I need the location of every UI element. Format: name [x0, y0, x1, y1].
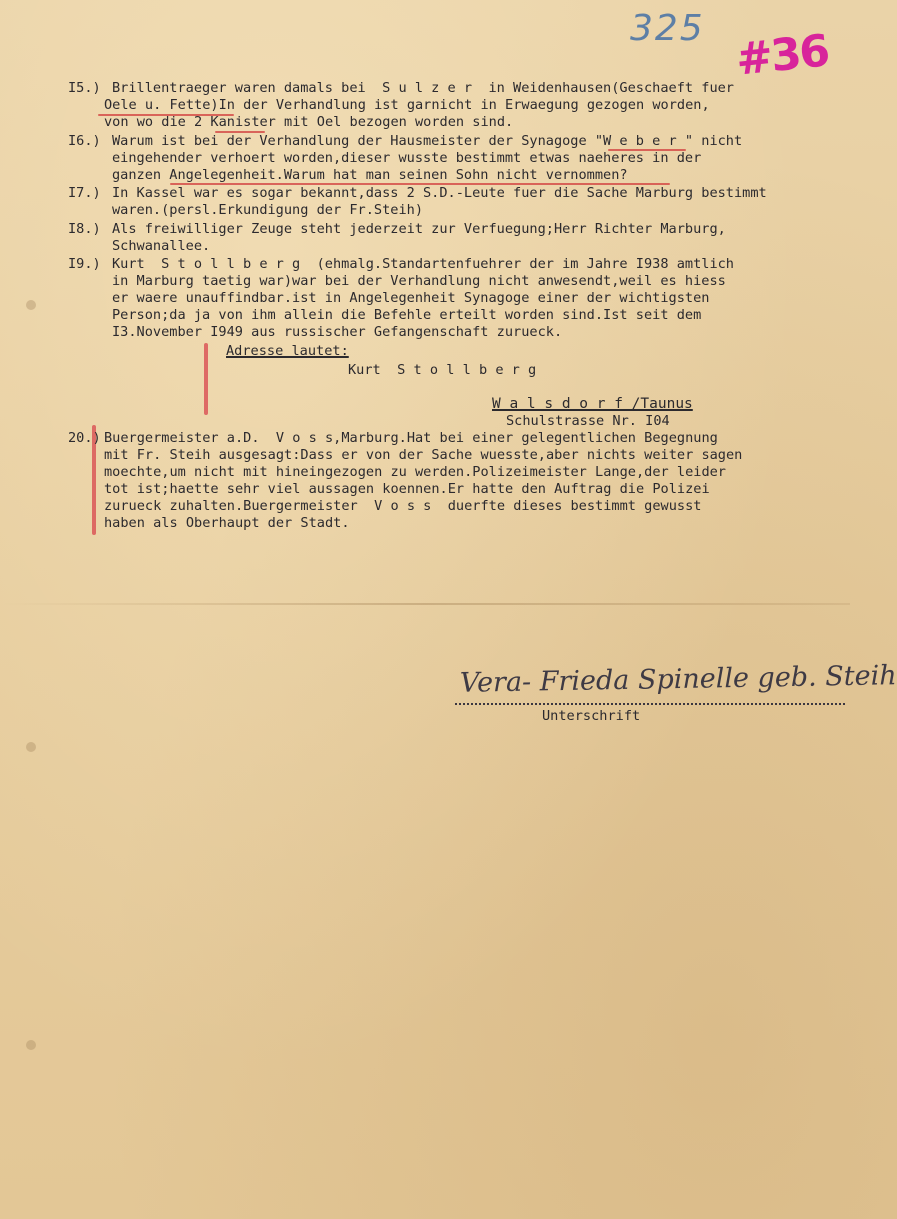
punch-hole	[26, 1040, 36, 1050]
item-20-line: Buergermeister a.D. V o s s,Marburg.Hat bei einer gelegentlichen Begegnung	[104, 430, 718, 446]
punch-hole	[26, 300, 36, 310]
address-city: W a l s d o r f /Taunus	[492, 396, 693, 412]
item-16-line: eingehender verhoert worden,dieser wusste bestimmt etwas naeheres in der	[112, 150, 702, 166]
item-19-line: in Marburg taetig war)war bei der Verhandlung nicht anwesendt,weil es hiess	[112, 273, 726, 289]
item-19-line: Person;da ja von ihm allein die Befehle erteilt worden sind.Ist seit dem	[112, 307, 702, 323]
item-16-line: Warum ist bei der Verhandlung der Hausmeister der Synagoge "W e b e r " nicht	[112, 133, 743, 149]
red-margin-bar	[204, 343, 208, 415]
item-20-line: moechte,um nicht mit hineingezogen zu werden.Polizeimeister Lange,der leider	[104, 464, 726, 480]
item-number: I7.)	[68, 185, 101, 201]
item-16-line: ganzen Angelegenheit.Warum hat man seinen Sohn nicht vernommen?	[112, 167, 628, 183]
item-20-line: mit Fr. Steih ausgesagt:Dass er von der Sache wuesste,aber nichts weiter sagen	[104, 447, 743, 463]
item-18-line: Als freiwilliger Zeuge steht jederzeit zur Verfuegung;Herr Richter Marburg,	[112, 221, 726, 237]
item-number: I9.)	[68, 256, 101, 272]
item-19-line: er waere unauffindbar.ist in Angelegenheit Synagoge einer der wichtigsten	[112, 290, 710, 306]
item-20-line: tot ist;haette sehr viel aussagen koennen.Er hatte den Auftrag die Polizei	[104, 481, 710, 497]
punch-hole	[26, 742, 36, 752]
archive-page-number: 325	[630, 8, 705, 49]
item-17-line: waren.(persl.Erkundigung der Fr.Steih)	[112, 202, 423, 218]
item-15-line: von wo die 2 Kanister mit Oel bezogen worden sind.	[104, 114, 514, 130]
item-15-line: Oele u. Fette)In der Verhandlung ist garnicht in Erwaegung gezogen worden,	[104, 97, 710, 113]
item-15-line: Brillentraeger waren damals bei S u l z e r in Weidenhausen(Geschaeft fuer	[112, 80, 734, 96]
pink-archive-mark: #36	[733, 25, 831, 86]
item-20-line: haben als Oberhaupt der Stadt.	[104, 515, 350, 531]
item-number: I5.)	[68, 80, 101, 96]
signature-label: Unterschrift	[542, 708, 641, 724]
item-19-line: I3.November I949 aus russischer Gefangenschaft zurueck.	[112, 324, 563, 340]
item-17-line: In Kassel war es sogar bekannt,dass 2 S.D.-Leute fuer die Sache Marburg bestimmt	[112, 185, 767, 201]
item-18-line: Schwanallee.	[112, 238, 211, 254]
address-name: Kurt S t o l l b e r g	[348, 362, 537, 378]
signature-dotted-line	[455, 703, 845, 705]
item-number: 20.)	[68, 430, 101, 446]
handwritten-signature: Vera- Frieda Spinelle geb. Steih	[459, 660, 897, 699]
paper-fold	[0, 603, 850, 605]
item-20-line: zurueck zuhalten.Buergermeister V o s s duerfte dieses bestimmt gewusst	[104, 498, 702, 514]
address-street: Schulstrasse Nr. I04	[506, 413, 670, 429]
item-19-line: Kurt S t o l l b e r g (ehmalg.Standartenfuehrer der im Jahre I938 amtlich	[112, 256, 734, 272]
item-number: I6.)	[68, 133, 101, 149]
item-number: I8.)	[68, 221, 101, 237]
address-heading: Adresse lautet:	[226, 343, 349, 359]
